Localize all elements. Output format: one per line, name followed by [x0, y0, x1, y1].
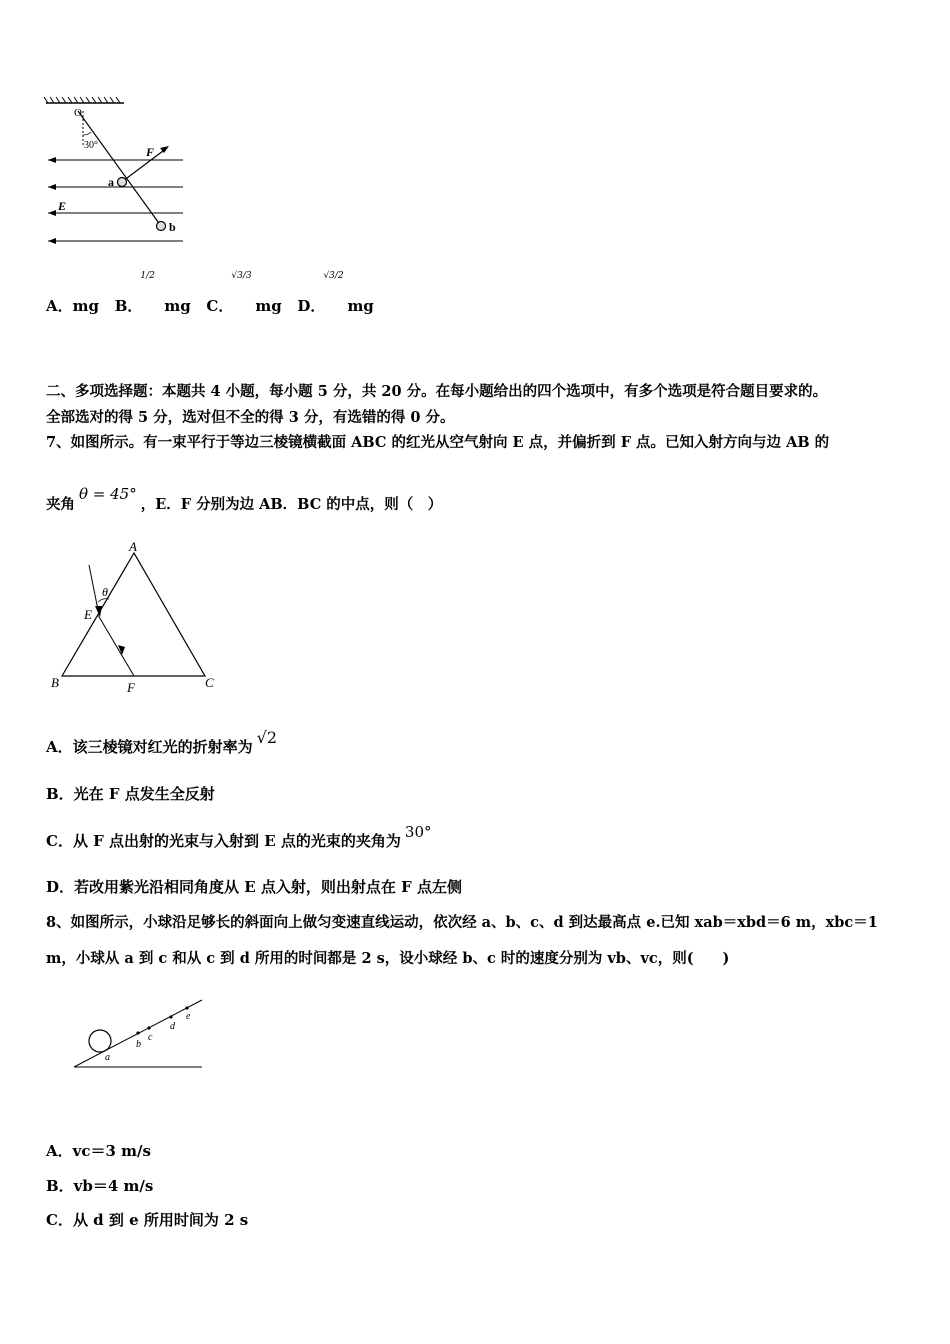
q6-option-b-prefix: B．: [114, 297, 143, 315]
vertex-a-label: A: [129, 539, 137, 554]
q7-stem-line2-post: ，E．F 分别为边 AB．BC 的中点，则（ ）: [140, 496, 443, 513]
q7-stem-line2-pre: 夹角: [46, 496, 75, 513]
theta-label: θ: [102, 585, 108, 599]
q6-option-c-prefix: C．: [206, 297, 234, 315]
field-label: E: [58, 199, 67, 213]
point-b-label: b: [136, 1039, 141, 1050]
ball-a-label: a: [108, 175, 114, 189]
q6-option-b-frac: 1/2: [140, 271, 155, 281]
q6-options: [46, 271, 374, 316]
q6-figure: [40, 95, 200, 255]
q8-option-b: B．vb＝4 m/s: [46, 1177, 154, 1195]
point-e-label: e: [186, 1011, 191, 1022]
q7-option-a-math: √2: [256, 728, 278, 747]
q7-option-c: [46, 823, 432, 851]
q8-stem-line1: 8、如图所示，小球沿足够长的斜面向上做匀变速直线运动，依次经 a、b、c、d 到达最高点 e.已知 xab＝xbd＝6 m，xbc＝1: [46, 914, 878, 931]
q7-theta-formula: θ = 45°: [79, 485, 137, 503]
point-c-label: c: [148, 1032, 153, 1043]
q7-option-a-text: A．该三棱镜对红光的折射率为: [46, 738, 253, 756]
q6-option-d-prefix: D．: [297, 297, 326, 315]
point-d-label: d: [170, 1021, 175, 1032]
vertex-b-label: B: [51, 675, 59, 690]
q8-stem-line2: m，小球从 a 到 c 和从 c 到 d 所用的时间都是 2 s，设小球经 b、c 时的速度分别为 vb、vc，则( ): [46, 950, 730, 967]
q7-option-c-text: C．从 F 点出射的光束与入射到 E 点的光束的夹角为: [46, 832, 401, 850]
point-a-label: a: [105, 1052, 110, 1063]
q7-stem-line1: 7、如图所示。有一束平行于等边三棱镜横截面 ABC 的红光从空气射向 E 点，并偏折到 F 点。已知入射方向与边 AB 的: [46, 434, 830, 451]
q8-incline-figure: [70, 995, 210, 1075]
q6-option-d: mg: [347, 297, 374, 315]
q6-option-d-frac: √3/2: [323, 271, 344, 281]
q6-option-c-frac: √3/3: [231, 271, 252, 281]
q8-option-c: C．从 d 到 e 所用时间为 2 s: [46, 1211, 249, 1229]
point-o-label: O: [74, 107, 82, 119]
q6-option-b: mg: [164, 297, 191, 315]
section2-line2: 全部选对的得 5 分，选对但不全的得 3 分，有选错的得 0 分。: [46, 409, 455, 426]
force-label: F: [146, 145, 155, 159]
q6-option-c: mg: [255, 297, 282, 315]
q7-option-d: D．若改用紫光沿相同角度从 E 点入射，则出射点在 F 点左侧: [46, 878, 462, 896]
section2-line1: 二、多项选择题：本题共 4 小题，每小题 5 分，共 20 分。在每小题给出的四个选项中，有多个选项是符合题目要求的。: [46, 383, 828, 400]
q7-option-a: [46, 728, 278, 757]
q7-option-b: B．光在 F 点发生全反射: [46, 785, 215, 803]
q7-prism-figure: [45, 535, 225, 700]
vertex-c-label: C: [205, 675, 214, 690]
q6-option-a: mg: [72, 297, 100, 315]
ball-b-label: b: [169, 220, 176, 234]
q7-option-c-math: 30°: [404, 823, 432, 841]
point-f-label: F: [127, 680, 135, 695]
q7-stem-line2: [46, 485, 443, 514]
q8-option-a: A．vc＝3 m/s: [46, 1142, 151, 1160]
point-e-label: E: [84, 607, 92, 622]
angle-label: 30°: [84, 140, 98, 151]
q6-option-a-prefix: A．: [46, 297, 73, 315]
